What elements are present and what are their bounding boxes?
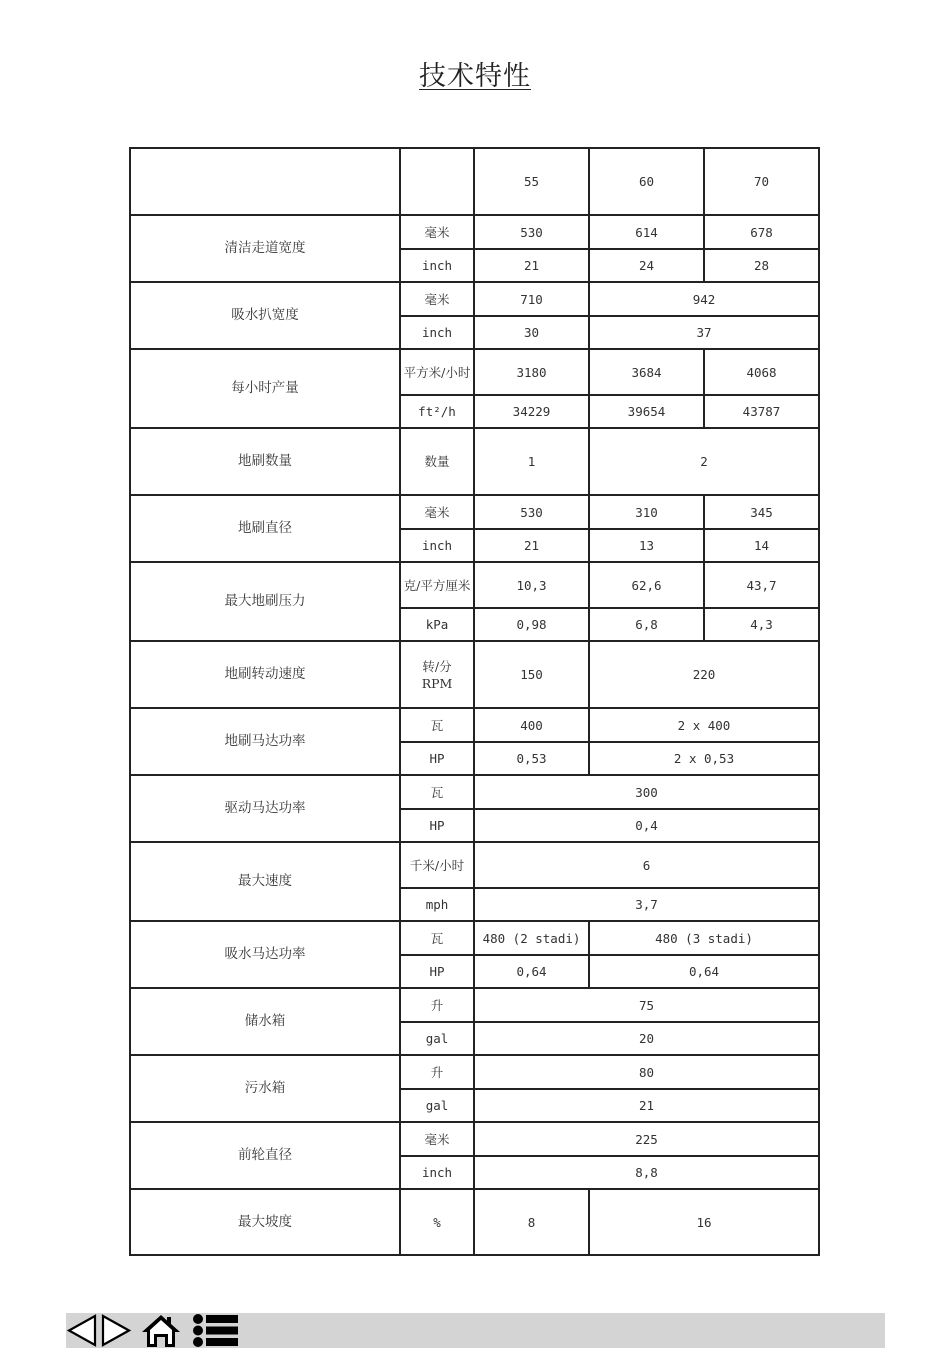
value-cell: 480 (3 stadi): [589, 921, 819, 955]
unit-cell: 克/平方厘米: [400, 562, 474, 608]
value-cell: 43,7: [704, 562, 819, 608]
value-cell: 530: [474, 215, 589, 249]
row-label: 吸水扒宽度: [130, 282, 400, 349]
value-cell: 37: [589, 316, 819, 349]
row-label: 最大坡度: [130, 1189, 400, 1255]
value-cell: 942: [589, 282, 819, 316]
table-row: [130, 988, 819, 1022]
table-row: [130, 215, 819, 249]
row-label: 地刷转动速度: [130, 641, 400, 708]
unit-cell: 毫米: [400, 215, 474, 249]
value-cell: 0,4: [474, 809, 819, 842]
value-cell: 30: [474, 316, 589, 349]
page-title-text: 技术特性: [419, 61, 531, 92]
value-cell: 34229: [474, 395, 589, 428]
value-cell: 13: [589, 529, 704, 562]
unit-cell: 平方米/小时: [400, 349, 474, 395]
value-cell: 62,6: [589, 562, 704, 608]
value-cell: 39654: [589, 395, 704, 428]
unit-cell: inch: [400, 1156, 474, 1189]
unit-cell: 瓦: [400, 921, 474, 955]
row-label: 地刷马达功率: [130, 708, 400, 775]
header-empty-label: [130, 148, 400, 215]
unit-cell: HP: [400, 742, 474, 775]
value-cell: 400: [474, 708, 589, 742]
value-cell: 1: [474, 428, 589, 495]
value-cell: 345: [704, 495, 819, 529]
table-row: [130, 428, 819, 495]
value-cell: 6: [474, 842, 819, 888]
unit-cell: 毫米: [400, 495, 474, 529]
value-cell: 10,3: [474, 562, 589, 608]
unit-cell: %: [400, 1189, 474, 1255]
value-cell: 24: [589, 249, 704, 282]
unit-cell: kPa: [400, 608, 474, 641]
row-label: 储水箱: [130, 988, 400, 1055]
unit-cell: gal: [400, 1089, 474, 1122]
table-row: [130, 775, 819, 809]
value-cell: 678: [704, 215, 819, 249]
value-cell: 614: [589, 215, 704, 249]
table-row: [130, 641, 819, 708]
table-row: [130, 495, 819, 529]
table-row: [130, 1122, 819, 1156]
value-cell: 4068: [704, 349, 819, 395]
value-cell: 2: [589, 428, 819, 495]
header-model-60: 60: [589, 148, 704, 215]
unit-cell: 数量: [400, 428, 474, 495]
value-cell: 150: [474, 641, 589, 708]
table-header-row: [130, 148, 819, 215]
value-cell: 480 (2 stadi): [474, 921, 589, 955]
header-model-70: 70: [704, 148, 819, 215]
value-cell: 0,64: [474, 955, 589, 988]
home-button[interactable]: [140, 1313, 182, 1348]
unit-cell: ft²/h: [400, 395, 474, 428]
table-row: [130, 282, 819, 316]
header-model-55: 55: [474, 148, 589, 215]
value-cell: 43787: [704, 395, 819, 428]
value-cell: 4,3: [704, 608, 819, 641]
value-cell: 8,8: [474, 1156, 819, 1189]
value-cell: 310: [589, 495, 704, 529]
row-label: 前轮直径: [130, 1122, 400, 1189]
row-label: 每小时产量: [130, 349, 400, 428]
value-cell: 2 x 0,53: [589, 742, 819, 775]
table-row: [130, 921, 819, 955]
unit-cell: inch: [400, 249, 474, 282]
next-arrow-icon: [100, 1313, 132, 1348]
unit-cell: 瓦: [400, 708, 474, 742]
value-cell: 20: [474, 1022, 819, 1055]
home-icon: [140, 1313, 182, 1348]
header-empty-unit: [400, 148, 474, 215]
value-cell: 0,98: [474, 608, 589, 641]
row-label: 最大地刷压力: [130, 562, 400, 641]
row-label: 地刷直径: [130, 495, 400, 562]
unit-cell: HP: [400, 809, 474, 842]
spec-table: [129, 147, 820, 1256]
value-cell: 21: [474, 1089, 819, 1122]
unit-cell: inch: [400, 316, 474, 349]
value-cell: 0,64: [589, 955, 819, 988]
next-page-button[interactable]: [100, 1313, 132, 1348]
row-label: 吸水马达功率: [130, 921, 400, 988]
value-cell: 3180: [474, 349, 589, 395]
row-label: 污水箱: [130, 1055, 400, 1122]
unit-cell: gal: [400, 1022, 474, 1055]
list-menu-icon: [190, 1313, 240, 1348]
value-cell: 225: [474, 1122, 819, 1156]
prev-arrow-icon: [66, 1313, 98, 1348]
value-cell: 3684: [589, 349, 704, 395]
value-cell: 0,53: [474, 742, 589, 775]
unit-cell: mph: [400, 888, 474, 921]
unit-line: 转/分: [422, 658, 452, 674]
table-row: [130, 1055, 819, 1089]
value-cell: 6,8: [589, 608, 704, 641]
unit-cell: inch: [400, 529, 474, 562]
row-label: 驱动马达功率: [130, 775, 400, 842]
value-cell: 21: [474, 249, 589, 282]
table-row: [130, 1189, 819, 1255]
value-cell: 710: [474, 282, 589, 316]
table-row: [130, 562, 819, 608]
unit-cell: HP: [400, 955, 474, 988]
unit-cell: 瓦: [400, 775, 474, 809]
menu-button[interactable]: [190, 1313, 240, 1348]
table-row: [130, 842, 819, 888]
table-row: [130, 708, 819, 742]
row-label: 地刷数量: [130, 428, 400, 495]
value-cell: 80: [474, 1055, 819, 1089]
value-cell: 16: [589, 1189, 819, 1255]
table-row: [130, 349, 819, 395]
bottom-nav-bar: [66, 1313, 885, 1348]
value-cell: 28: [704, 249, 819, 282]
unit-cell: 升: [400, 988, 474, 1022]
value-cell: 300: [474, 775, 819, 809]
value-cell: 2 x 400: [589, 708, 819, 742]
unit-cell: 毫米: [400, 1122, 474, 1156]
prev-page-button[interactable]: [66, 1313, 98, 1348]
value-cell: 3,7: [474, 888, 819, 921]
row-label: 最大速度: [130, 842, 400, 921]
value-cell: 14: [704, 529, 819, 562]
value-cell: 75: [474, 988, 819, 1022]
page-title: [0, 54, 950, 93]
unit-cell: 升: [400, 1055, 474, 1089]
value-cell: 530: [474, 495, 589, 529]
unit-cell: 毫米: [400, 282, 474, 316]
unit-cell: [400, 641, 474, 708]
row-label: 清洁走道宽度: [130, 215, 400, 282]
unit-line: RPM: [421, 675, 453, 691]
value-cell: 21: [474, 529, 589, 562]
value-cell: 8: [474, 1189, 589, 1255]
value-cell: 220: [589, 641, 819, 708]
unit-cell: 千米/小时: [400, 842, 474, 888]
